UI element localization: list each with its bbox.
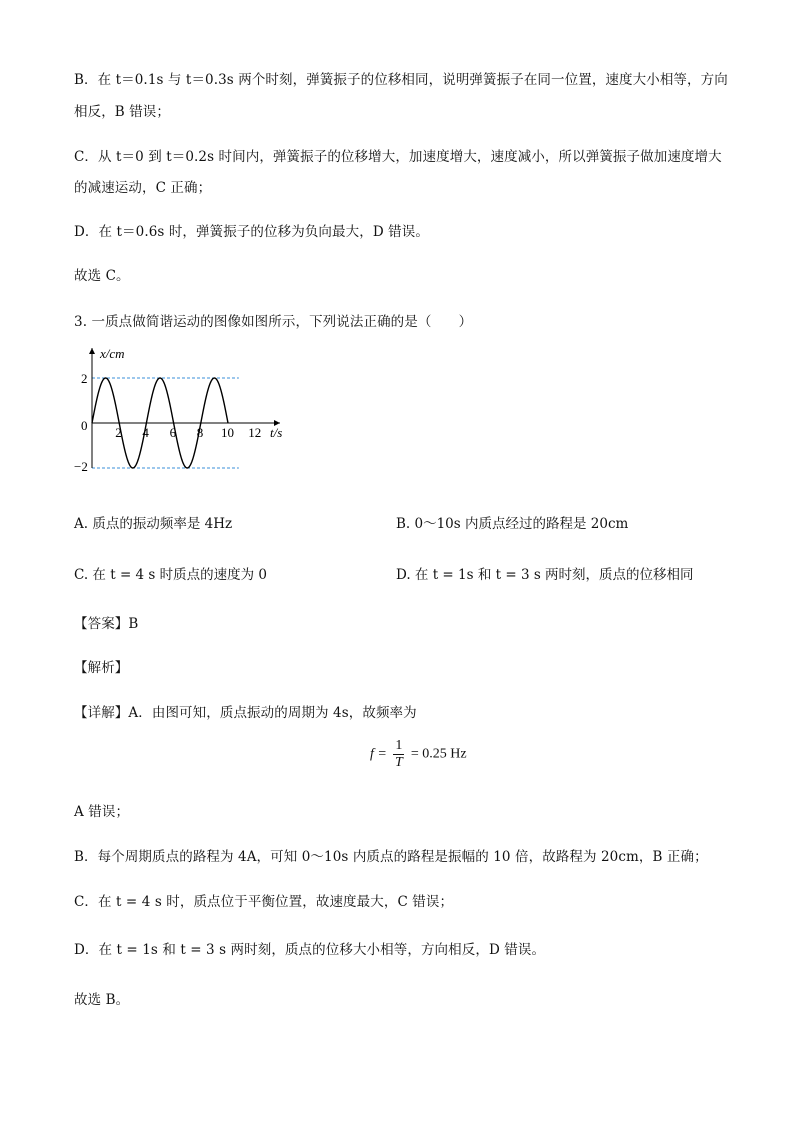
x-axis-label: t/s [270,425,283,440]
x-tick-4: 4 [142,425,149,440]
y-tick-2: 2 [81,371,88,386]
detail-d: D．在 t = 1s 和 t = 3 s 两时刻，质点的位移大小相等，方向相反，D 错误。 [74,942,546,958]
prev-c-line2: 的减速运动，C 正确； [74,180,212,196]
option-a[interactable]: A. 质点的振动频率是 4Hz [74,516,233,532]
x-tick-10: 10 [221,425,234,440]
detail-c: C．在 t = 4 s 时，质点位于平衡位置，故速度最大，C 错误； [74,894,454,910]
option-c[interactable]: C. 在 t = 4 s 时质点的速度为 0 [74,567,268,583]
prev-b-line2: 相反，B 错误； [74,104,171,120]
a-conclusion: A 错误； [74,804,130,820]
prev-choice: 故选 C。 [74,268,130,284]
x-tick-labels [115,425,261,440]
displacement-time-graph [70,338,300,478]
y-axis-label: x/cm [100,346,125,361]
x-tick-12: 12 [248,425,262,440]
y-tick-0: 0 [81,418,88,433]
formula-lhs: f = [370,746,387,762]
final-choice: 故选 B。 [74,992,130,1008]
formula-denominator: T [394,755,403,770]
formula-fraction [393,738,404,771]
detail-a: 【详解】A．由图可知，质点振动的周期为 4s，故频率为 [74,705,417,721]
question-stem: 3. 一质点做简谐运动的图像如图所示，下列说法正确的是（ ） [74,314,473,330]
prev-b-line1: B．在 t＝0.1s 与 t＝0.3s 两个时刻，弹簧振子的位移相同，说明弹簧振子在同一位置，速度大小相等，方向 [74,72,728,88]
prev-d-line: D．在 t＝0.6s 时，弹簧振子的位移为负向最大，D 错误。 [74,224,429,240]
option-b[interactable]: B. 0～10s 内质点经过的路程是 20cm [396,516,629,532]
formula-result: = 0.25 Hz [410,746,467,762]
x-tick-6: 6 [169,425,177,440]
detail-b: B．每个周期质点的路程为 4A，可知 0～10s 内质点的路程是振幅的 10 倍，故路程为 20cm，B 正确； [74,849,708,865]
formula-numerator: 1 [395,738,403,753]
frequency-formula [370,738,467,771]
analysis-label: 【解析】 [74,660,129,676]
option-d[interactable]: D. 在 t = 1s 和 t = 3 s 两时刻，质点的位移相同 [396,567,694,583]
x-tick-8: 8 [196,425,204,440]
prev-c-line1: C．从 t＝0 到 t＝0.2s 时间内，弹簧振子的位移增大，加速度增大，速度减小，所以弹簧振子做加速度增大 [74,149,722,165]
answer-label: 【答案】B [74,616,139,632]
x-tick-2: 2 [115,425,122,440]
y-tick-neg2: −2 [74,459,88,474]
